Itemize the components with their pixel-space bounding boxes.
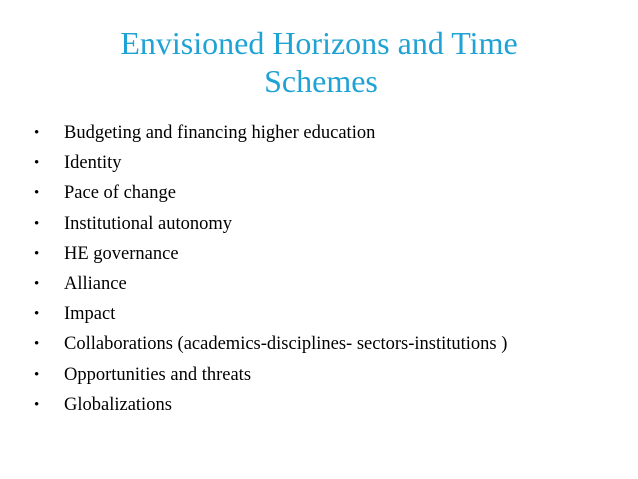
bullet-icon: • xyxy=(34,215,40,232)
slide-title-line-1: Envisioned Horizons and Time xyxy=(120,25,518,61)
bullet-item xyxy=(34,390,507,420)
bullet-text: Pace of change xyxy=(64,183,176,204)
bullet-icon: • xyxy=(34,396,40,413)
bullet-item xyxy=(34,360,507,390)
bullet-icon: • xyxy=(34,306,40,323)
bullet-item xyxy=(34,148,507,178)
bullet-icon: • xyxy=(34,336,40,353)
bullet-icon: • xyxy=(34,125,40,141)
bullet-icon: • xyxy=(34,155,40,172)
bullet-item xyxy=(34,269,507,299)
bullet-item xyxy=(34,118,507,148)
bullet-text: HE governance xyxy=(64,243,179,264)
bullet-text: Impact xyxy=(64,304,116,325)
bullet-list xyxy=(34,118,507,420)
bullet-item xyxy=(34,299,507,329)
bullet-icon: • xyxy=(34,185,40,202)
bullet-text: Identity xyxy=(64,153,122,174)
bullet-item xyxy=(34,329,507,359)
bullet-text: Globalizations xyxy=(64,394,172,415)
bullet-icon: • xyxy=(34,276,40,293)
slide-title-line-2: Schemes xyxy=(264,63,378,99)
bullet-item xyxy=(34,209,507,239)
bullet-text: Budgeting and financing higher education xyxy=(64,123,376,143)
bullet-item xyxy=(34,239,507,269)
bullet-text: Collaborations (academics-disciplines- sectors-institutions ) xyxy=(64,334,508,355)
bullet-text: Institutional autonomy xyxy=(64,213,233,234)
bullet-item xyxy=(34,178,507,208)
bullet-text: Opportunities and threats xyxy=(64,364,252,385)
bullet-icon: • xyxy=(34,366,40,383)
bullet-text: Alliance xyxy=(64,274,127,295)
bullet-icon: • xyxy=(34,245,40,262)
slide-title xyxy=(0,24,638,100)
